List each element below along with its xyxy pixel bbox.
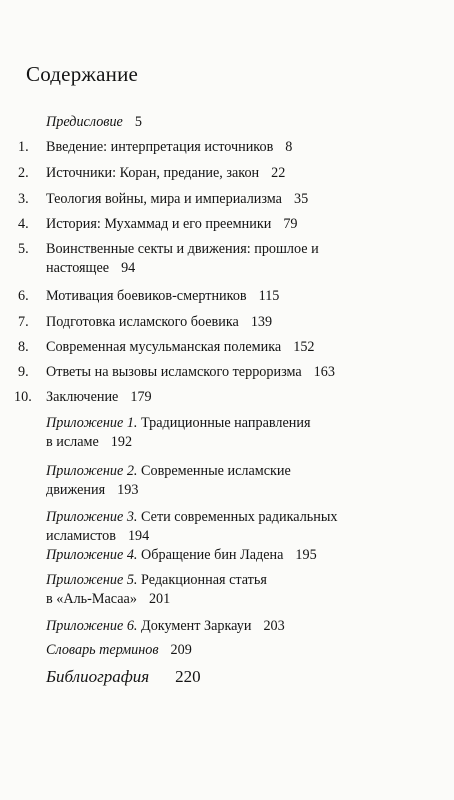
toc-appendix-label: Приложение 5.	[46, 572, 138, 588]
toc-entry-label: Теология войны, мира и империализма	[46, 191, 282, 207]
toc-entry-label: Предисловие	[46, 114, 123, 130]
toc-entry-label: Библиография	[46, 667, 150, 686]
toc-page-number: 139	[250, 314, 273, 330]
toc-entry-number: 7.	[18, 314, 29, 330]
toc-page-number: 194	[127, 528, 150, 544]
toc-entry-label: Редакционная статья	[137, 572, 267, 588]
toc-entry-label: Ответы на вызовы исламского терроризма	[46, 364, 302, 380]
toc-entry-label-cont: настоящее	[46, 260, 110, 276]
toc-page-number: 195	[295, 547, 317, 563]
toc-entry-label: Современные исламские	[137, 463, 291, 479]
toc-page-number: 179	[130, 389, 152, 405]
toc-entry-label: История: Мухаммад и его преемники	[46, 216, 272, 232]
toc-page-number: 8	[285, 139, 293, 155]
toc-entry-number: 10.	[14, 389, 32, 405]
toc-entry-number: 1.	[18, 139, 29, 155]
toc-entry-label: Введение: интерпретация источников	[46, 139, 274, 155]
toc-appendix-label: Приложение 1.	[46, 415, 138, 431]
toc-page-number: 79	[283, 216, 298, 232]
toc-page-number: 152	[293, 339, 315, 355]
toc-entry-label-cont: движения	[46, 482, 106, 498]
toc-appendix-label: Приложение 4.	[46, 547, 138, 563]
toc-page-number: 209	[170, 642, 192, 658]
toc-entry-number: 9.	[18, 364, 29, 380]
toc-page-number: 220	[175, 667, 201, 686]
toc-entry-label: Источники: Коран, предание, закон	[46, 165, 260, 181]
toc-page-number: 35	[293, 191, 309, 207]
toc-page-number: 203	[263, 618, 285, 634]
toc-entry-number: 4.	[18, 216, 29, 232]
toc-entry-label: Традиционные направления	[137, 415, 311, 431]
toc-entry-number: 8.	[18, 339, 29, 355]
toc-entry-label: Заключение	[46, 389, 119, 405]
toc-page-number: 201	[148, 591, 171, 607]
toc-appendix-label: Приложение 2.	[46, 463, 138, 479]
toc-appendix-label: Приложение 3.	[46, 509, 138, 525]
toc-entry-label-cont: в исламе	[46, 434, 99, 450]
toc-entry-label: Подготовка исламского боевика	[46, 314, 239, 330]
toc-page-number: 94	[121, 260, 136, 276]
toc-entry-label-cont: исламистов	[46, 528, 116, 544]
toc-page-number: 5	[134, 114, 142, 130]
toc-entry-label: Документ Заркауи	[137, 618, 252, 634]
toc-entry-number: 5.	[18, 241, 29, 257]
page-title: Содержание	[26, 62, 139, 86]
toc-entry-number: 6.	[18, 288, 29, 304]
toc-entry-label: Мотивация боевиков-смертников	[46, 288, 247, 304]
toc-entry-label: Современная мусульманская полемика	[46, 339, 282, 355]
toc-entry-label: Словарь терминов	[46, 642, 159, 658]
toc-page-number: 163	[313, 364, 335, 380]
toc-page-number: 115	[258, 288, 280, 304]
toc-page-number: 192	[110, 434, 133, 450]
toc-page-number: 193	[117, 482, 139, 498]
toc-page-number: 22	[271, 165, 286, 181]
toc-entry-label: Обращение бин Ладена	[137, 547, 284, 563]
toc-appendix-label: Приложение 6.	[46, 618, 138, 634]
toc-entry-label: Воинственные секты и движения: прошлое и	[46, 241, 319, 257]
toc-entry-number: 2.	[18, 165, 29, 181]
toc-entry-number: 3.	[18, 191, 29, 207]
toc-entry-label: Сети современных радикальных	[137, 509, 338, 525]
toc-entry-label-cont: в «Аль-Масаа»	[46, 591, 137, 607]
